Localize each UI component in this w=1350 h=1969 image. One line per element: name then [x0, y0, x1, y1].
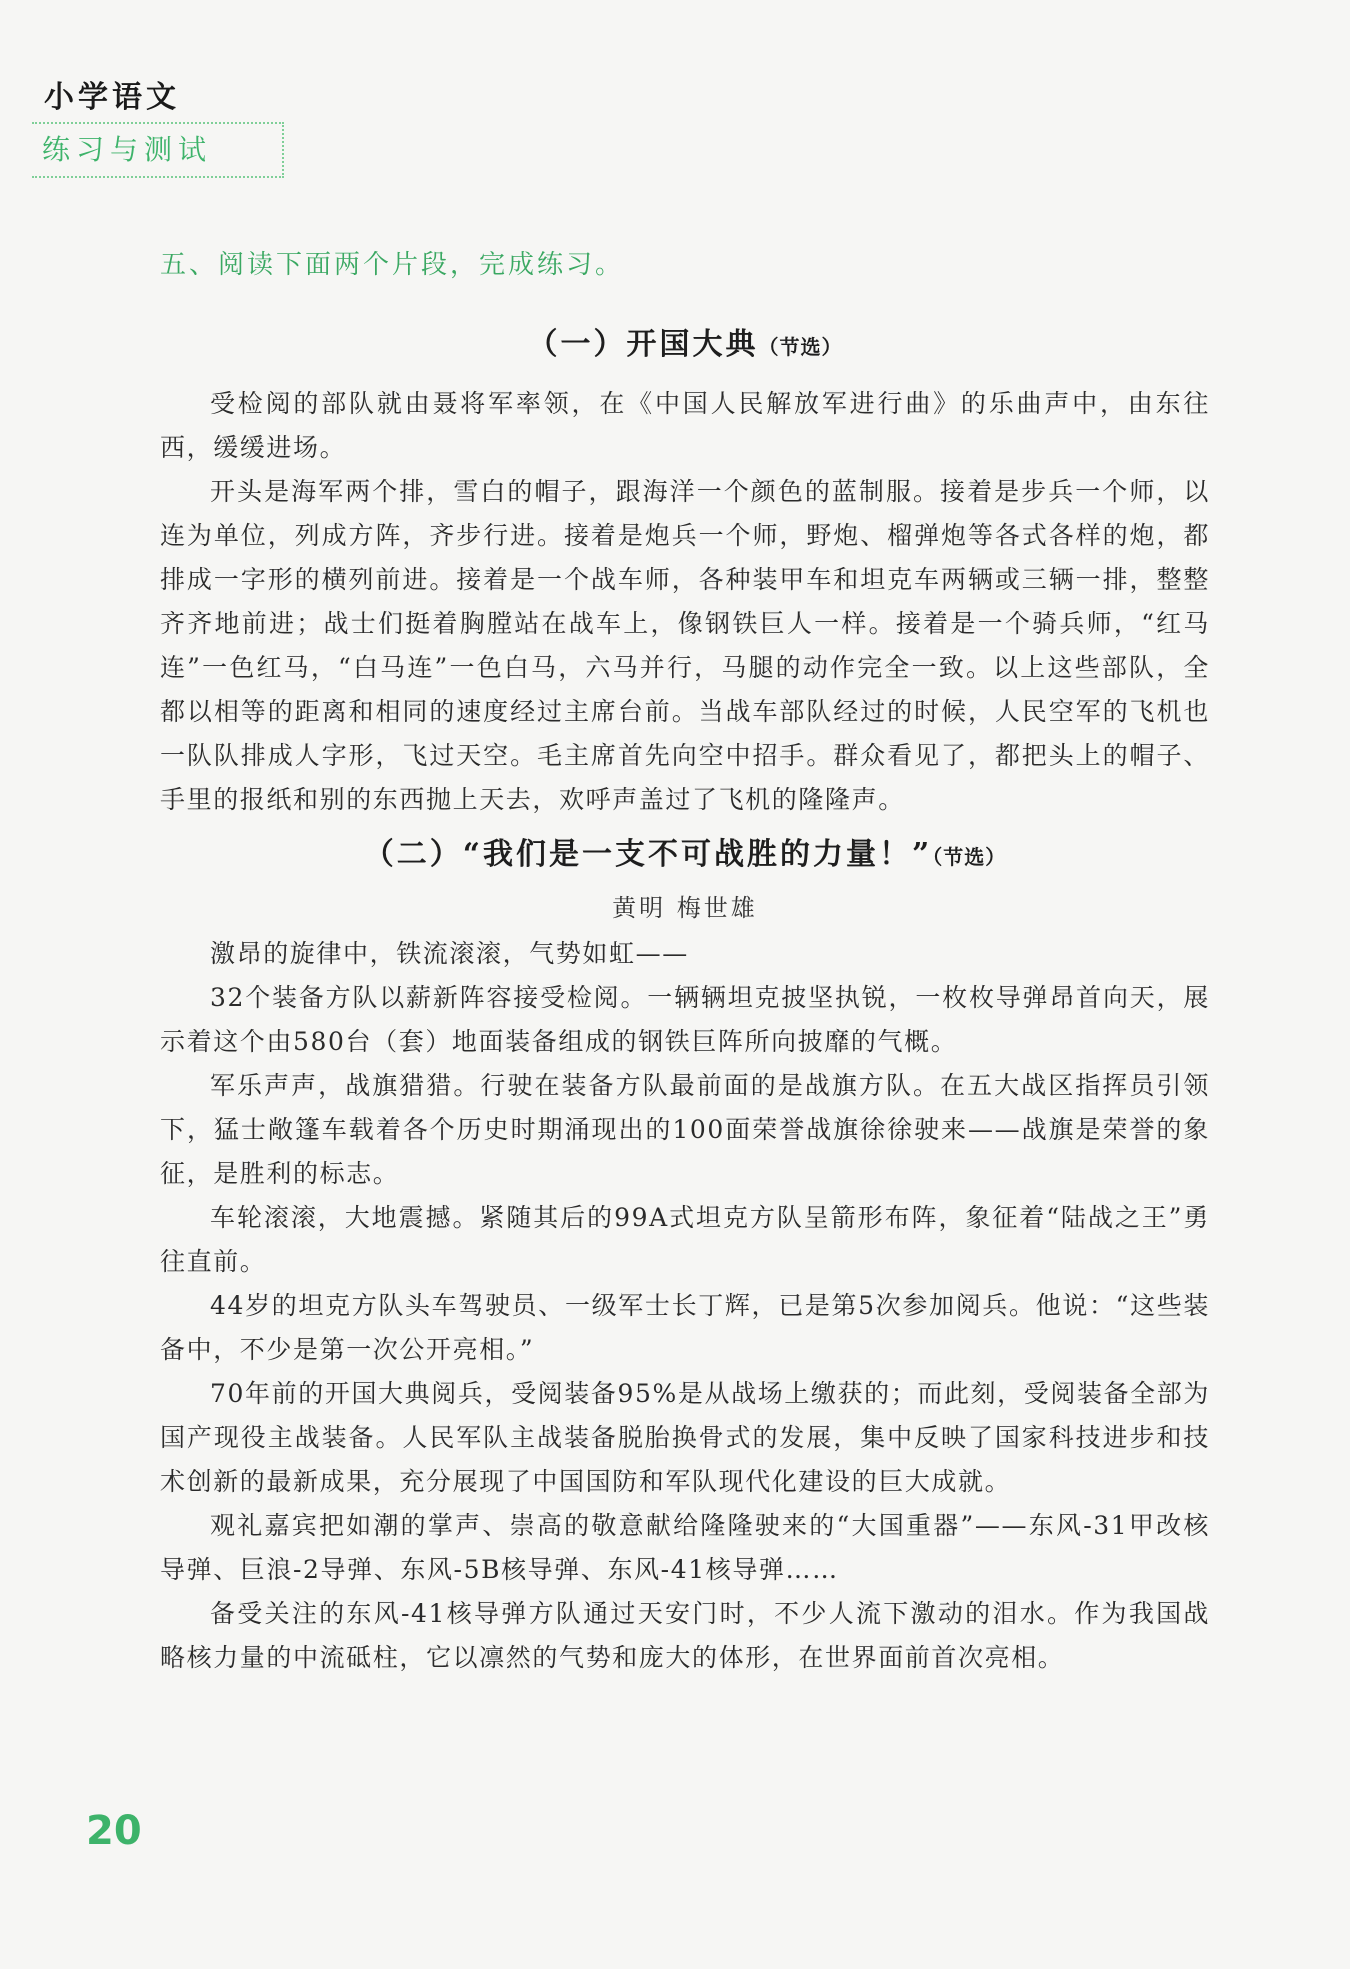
passage-2-paragraph: 44岁的坦克方队头车驾驶员、一级军士长丁辉，已是第5次参加阅兵。他说：“这些装备中，不少是第一次公开亮相。” [160, 1291, 1210, 1364]
passage-2-excerpt-note: （节选） [932, 845, 1007, 869]
passage-1-paragraph: 开头是海军两个排，雪白的帽子，跟海洋一个颜色的蓝制服。接着是步兵一个师，以连为单位，列成方阵，齐步行进。接着是炮兵一个师，野炮、榴弹炮等各式各样的炮，都排成一字形的横列前进。接着是一个战车师，各种装甲车和坦克车两辆或三辆一排，整整齐齐地前进；战士们挺着胸膛站在战车上，像钢铁巨人一样。接着是一个骑兵师，“红马连”一色红马，“白马连”一色白马，六马并行，马腿的动作完全一致。以上这些部队，全都以相等的距离和相同的速度经过主席台前。当战车部队经过的时候，人民空军的飞机也一队队排成人字形，飞过天空。毛主席首先向空中招手。群众看见了，都把头上的帽子、手里的报纸和别的东西抛上天去，欢呼声盖过了飞机的隆隆声。 [160, 477, 1210, 814]
passage-2-title [160, 828, 1210, 884]
passage-1-paragraph: 受检阅的部队就由聂将军率领，在《中国人民解放军进行曲》的乐曲声中，由东往西，缓缓进场。 [160, 389, 1210, 462]
passage-1-title-text: （一）开国大典 [527, 327, 759, 362]
series-subtitle: 练习与测试 [32, 122, 284, 178]
passage-1-title [160, 318, 1210, 374]
passage-1-excerpt-note: （节选） [758, 335, 843, 359]
passage-2-paragraph: 车轮滚滚，大地震撼。紧随其后的99A式坦克方队呈箭形布阵，象征着“陆战之王”勇往直前。 [160, 1203, 1210, 1276]
passage-2-authors: 黄明 梅世雄 [612, 894, 758, 922]
passage-2-paragraph: 32个装备方队以薪新阵容接受检阅。一辆辆坦克披坚执锐，一枚枚导弹昂首向天，展示着这个由580台（套）地面装备组成的钢铁巨阵所向披靡的气概。 [160, 983, 1210, 1056]
series-title: 小学语文 [44, 80, 180, 115]
passage-2-paragraph: 观礼嘉宾把如潮的掌声、崇高的敬意献给隆隆驶来的“大国重器”——东风-31甲改核导弹、巨浪-2导弹、东风-5B核导弹、东风-41核导弹…… [160, 1511, 1210, 1584]
passage-2-paragraph: 军乐声声，战旗猎猎。行驶在装备方队最前面的是战旗方队。在五大战区指挥员引领下，猛士敞篷车载着各个历史时期涌现出的100面荣誉战旗徐徐驶来——战旗是荣誉的象征，是胜利的标志。 [160, 1071, 1210, 1188]
reading-passages [160, 318, 1210, 1680]
passage-2-paragraph: 70年前的开国大典阅兵，受阅装备95%是从战场上缴获的；而此刻，受阅装备全部为国产现役主战装备。人民军队主战装备脱胎换骨式的发展，集中反映了国家科技进步和技术创新的最新成果，充分展现了中国国防和军队现代化建设的巨大成就。 [160, 1379, 1210, 1496]
section-heading: 五、阅读下面两个片段，完成练习。 [160, 250, 625, 280]
book-header [32, 72, 284, 178]
passage-2-paragraph: 备受关注的东风-41核导弹方队通过天安门时，不少人流下激动的泪水。作为我国战略核力量的中流砥柱，它以凛然的气势和庞大的体形，在世界面前首次亮相。 [160, 1599, 1210, 1672]
passage-2-paragraph: 激昂的旋律中，铁流滚滚，气势如虹—— [210, 939, 689, 968]
page-number: 20 [86, 1808, 142, 1854]
passage-2-title-text: （二）“我们是一支不可战胜的力量！” [363, 837, 933, 872]
